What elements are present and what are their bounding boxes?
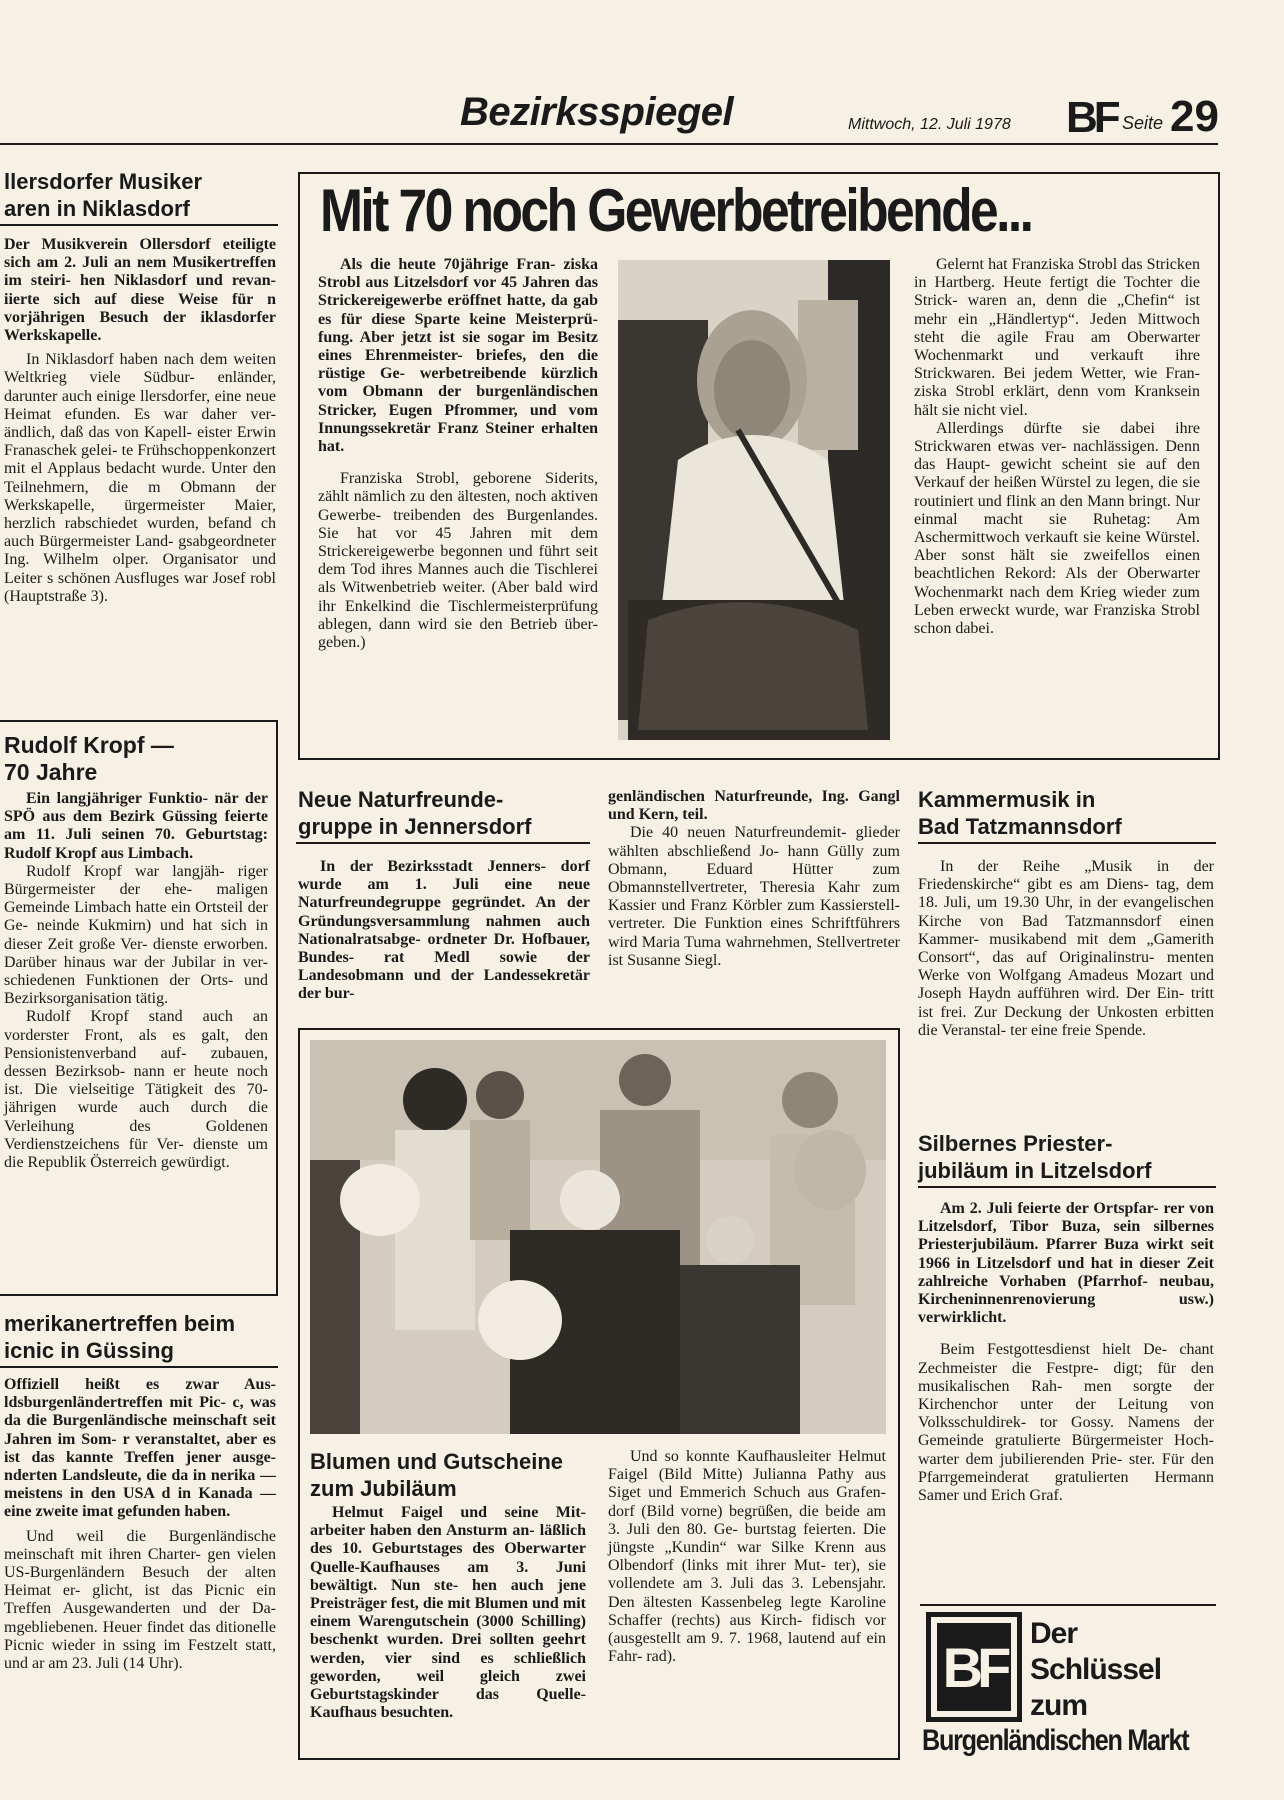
headline-line: merikanertreffen beim	[4, 1311, 236, 1336]
article-lead: Helmut Faigel und seine Mit- arbeiter haben den Ansturm an- läßlich des 10. Geburtstages des Oberwarter Quelle-Kaufhauses am 3. Juni bewältigt. Nun ste- hen auch jene Preisträger fest, die mit Blumen und mit einem Warengutschein (3000 Schilling) beschenkt wurden. Drei sollten geehrt werden, vier sind es schließlich geworden, weil gleich zwei Geburtstagskinder das Quelle-Kaufhaus besuchten.	[310, 1504, 586, 1722]
headline-line: gruppe in Jennersdorf	[298, 814, 532, 839]
article-lead: Ein langjähriger Funktio- när der SPÖ aus dem Bezirk Güssing feierte am 11. Juli seinen 70. Geburtstag: Rudolf Kropf aus Limbach.	[4, 790, 268, 862]
article-kropf	[4, 790, 268, 1172]
photo-blumen	[310, 1040, 886, 1434]
article-body: Allerdings dürfte sie dabei ihre Strickwaren etwas ver- nachlässigen. Denn das Haupt- gewicht scheint sie auf den Verkauf der heißen Würstel zu legen, die sie routiniert und flink an den Mann bringt. Nur einmal macht sie Ruhetag: Am Aschermittwoch verkauft sie keine Würstel. Aber sonst hält sie zweifellos einen beachtlichen Rekord: Als der Oberwarter Wochenmarkt nach dem Krieg wieder zum Leben erweckt wurde, war Franziska Strobl schon dabei.	[914, 419, 1200, 638]
article-lead: Offiziell heißt es zwar Aus- ldsburgenländertreffen mit Pic- c, was da die Burgenländische meinschaft seit Jahren im Som- r veranstaltet, aber es ist das kannte Treffen jener ausge- nderten Landsleute, die da in nerika — meistens in den USA d in Kanada — eine zweite imat gefunden haben.	[4, 1376, 276, 1521]
photo-blumen-image	[310, 1040, 886, 1434]
headline-musiker	[4, 168, 276, 222]
article-body: Franziska Strobl, geborene Siderits, zählt nämlich zu den ältesten, noch aktiven Gewerbe- treibenden des Burgenlandes. Sie hat vor 45 Jahren mit dem Strickereigewerbe begonnen und führt seit dem Tod ihres Mannes auch die Tischlerei als Witwenbetrieb weiter. (Aber bald wird ihr Enkelkind die Tischlermeisterprüfung ablegen, dann wird sie den Betrieb über- geben.)	[318, 470, 598, 652]
headline-line: icnic in Güssing	[4, 1338, 174, 1363]
headline-kropf	[4, 732, 270, 786]
headline-rule	[0, 1366, 278, 1368]
article-picnic	[4, 1376, 276, 1673]
article-body: Und so konnte Kaufhausleiter Helmut Faigel (Bild Mitte) Julianna Pathy aus Siget und Emmerich Schuch aus Grafen- dorf (Bild vorne) begrüßen, die beide am 3. Juli den 80. Ge- burtstag feierten. Die jüngste „Kundin“ war Silke Krenn aus Olbendorf (links mit ihrer Mut- ter), sie vollendete am 3. Juli das 3. Lebensjahr. Den ältesten Kassenbeleg legte Karoline Schaffer (rechts) aus Kirch- fidisch vor (ausgestellt am 9. 7. 1968, lautend auf ein Fahr- rad).	[608, 1448, 886, 1666]
article-lead: Als die heute 70jährige Fran- ziska Strobl aus Litzelsdorf vor 45 Jahren das Strickereigewerbe eröffnet hatte, da gab es für diese Sparte keine Meisterprü- fung. Aber jetzt ist sie sogar im Besitz eines Ehrenmeister- briefes, den die rüstige Ge- werbetreibende kürzlich vom Obmann der burgenländischen Stricker, Eugen Pfrommer, und vom Innungssekretär Franz Steiner erhalten hat.	[318, 256, 598, 456]
headline-kammermusik	[918, 786, 1208, 840]
ad-line: Der	[1030, 1617, 1078, 1650]
article-body: Und weil die Burgenländische meinschaft mit ihren Charter- gen vielen US-Burgenländern Besuch der alten Heimat er- glicht, ist das Picnic ein Treffen Ausgewanderten und der Da- mgebliebenen. Heuer findet das ditionelle Picnic wieder in ssing im Festzelt statt, und ar am 23. Juli (14 Uhr).	[4, 1527, 276, 1673]
photo-strobl-image	[618, 260, 890, 740]
article-kammermusik	[918, 858, 1214, 1040]
article-strobl-col1	[318, 256, 598, 652]
ad-rule	[920, 1604, 1216, 1606]
headline-line: aren in Niklasdorf	[4, 196, 190, 221]
headline-line: Neue Naturfreunde-	[298, 787, 504, 812]
headline-rule	[918, 1186, 1216, 1188]
ad-line: Schlüssel	[1030, 1653, 1162, 1686]
section-title: Bezirksspiegel	[460, 90, 734, 134]
headline-line: Rudolf Kropf —	[4, 732, 174, 758]
article-blumen-col2	[608, 1448, 886, 1666]
headline-line: 70 Jahre	[4, 759, 98, 785]
photo-strobl	[618, 260, 890, 740]
ad-logo: BF	[937, 1623, 1011, 1711]
issue-date: Mittwoch, 12. Juli 1978	[848, 116, 1011, 133]
headline-line: jubiläum in Litzelsdorf	[918, 1158, 1152, 1183]
article-body: In der Reihe „Musik in der Friedenskirche“ gibt es am Diens- tag, dem 18. Juli, um 19.30 Uhr, in der evangelischen Kirche von Bad Tatzmannsdorf einen Kammer- musikabend mit dem „Gamerith Consort“, das auf Originalinstru- menten Werke von Wolfgang Amadeus Mozart und Joseph Haydn aufführen wird. Der Ein- tritt ist frei. Zur Deckung der Unkosten erbitten die Veranstal- ter eine freie Spende.	[918, 858, 1214, 1039]
headline-priester	[918, 1130, 1208, 1184]
headline-strobl: Mit 70 noch Gewerbetreibende...	[320, 177, 1032, 244]
headline-rule	[296, 842, 590, 844]
article-lead: Am 2. Juli feierte der Ortspfar- rer von Litzelsdorf, Tibor Buza, sein silbernes Priesterjubiläum. Pfarrer Buza wirkt seit 1966 in Litzelsdorf und hat in dieser Zeit zahlreiche Vorhaben (Pfarrhof- neubau, Kircheninnenrenovierung usw.) verwirklicht.	[918, 1200, 1214, 1327]
headline-line: zum Jubiläum	[310, 1476, 457, 1501]
ad-line-market: Burgenländischen Markt	[922, 1724, 1189, 1757]
headline-line: Silbernes Priester-	[918, 1131, 1113, 1156]
headline-picnic	[4, 1310, 276, 1364]
headline-line: Bad Tatzmannsdorf	[918, 814, 1122, 839]
article-lead: Der Musikverein Ollersdorf eteiligte sich am 2. Juli an nem Musikertreffen im steiri- hen Niklasdorf und revan- iierte sich auf diese Weise für n vorjährigen Besuch der iklasdorfer Werkskapelle.	[4, 236, 276, 345]
headline-naturfreunde	[298, 786, 588, 840]
article-priester	[918, 1200, 1214, 1505]
bf-logo: BF	[1066, 93, 1117, 142]
headline-blumen	[310, 1448, 600, 1502]
article-body: Rudolf Kropf war langjäh- riger Bürgermeister der ehe- maligen Gemeinde Limbach hatte ein Ortsteil der Ge- neinde Kukmirn) und hat sich in dieser Zeit große Ver- dienste erworben. Darüber hinaus war der Jubilar in ver- schiedenen Funktionen der Orts- und Bezirksorganisation tätig.	[4, 862, 268, 1008]
masthead	[0, 80, 1284, 150]
article-body: Die 40 neuen Naturfreundemit- glieder wählten abschließend Jo- hann Gülly zum Obmann, Eduard Hütter zum Obmannstellvertreter, Theresia Kahr zum Kassier und Franz Körbler zum Kassierstell- vertreter. Die Funktion eines Schriftführers wird Maria Tuma wahrnehmen, Stellvertreter ist Susanne Siegl.	[608, 824, 900, 969]
article-blumen-col1	[310, 1504, 586, 1722]
page-number: 29	[1170, 92, 1219, 141]
article-body: Gelernt hat Franziska Strobl das Stricken in Hartberg. Heute fertigt die Tochter die Strick- waren an, denn die „Chefin“ ist mehr ein „Händlertyp“. Jeden Mittwoch steht die agile Frau am Oberwarter Wochenmarkt und verkauft ihre Strickwaren. Bei jedem Wetter, wie Fran- ziska Strobl erklärt, denn vom Kranksein hält sie nicht viel.	[914, 256, 1200, 419]
page-label: Seite	[1122, 113, 1164, 133]
headline-rule	[918, 842, 1216, 844]
headline-line: llersdorfer Musiker	[4, 169, 203, 194]
article-lead: In der Bezirksstadt Jenners- dorf wurde am 1. Juli eine neue Naturfreundegruppe gegründet. An der Gründungsversammlung nahmen auch Nationalratsabge- ordneter Dr. Hofbauer, Bundes- rat Medl sowie der Landesobmann und der Landessekretär der bur-	[298, 858, 590, 1003]
masthead-rule	[0, 143, 1218, 145]
article-naturfreunde-col2	[608, 788, 900, 970]
headline-line: Kammermusik in	[918, 787, 1096, 812]
article-body: In Niklasdorf haben nach dem weiten Weltkrieg viele Südbur- enländer, darunter auch einige llersdorfer, eine neue Heimat efunden. Es war daher ver- ändlich, daß das von Kapell- eister Erwin Franaschek gelei- te Frühschoppenkonzert mit el Applaus bedacht wurde. Unter den Teilnehmern, die m Obmann der Werkskapelle, ürgermeister Maier, herzlich rabschiedet wurden, befand ch auch Bürgermeister Land- gsabgeordneter Ing. Wilhelm olper. Organisator und Leiter s schönen Ausfluges war Josef robl (Hauptstraße 3).	[4, 351, 276, 605]
article-strobl-col2	[914, 256, 1200, 638]
ad-line: zum	[1030, 1689, 1087, 1722]
ad-logo-frame	[926, 1612, 1022, 1722]
article-lead: genländischen Naturfreunde, Ing. Gangl und Kern, teil.	[608, 788, 900, 824]
headline-line: Blumen und Gutscheine	[310, 1449, 564, 1474]
article-naturfreunde-col1	[298, 858, 590, 1004]
article-body: Rudolf Kropf stand auch an vorderster Front, als es galt, den Pensionistenverband auf- zubauen, dessen Bezirksob- nann er heute noch ist. Die vielseitige Tätigkeit des 70- jährigen wurde auch durch die Verleihung des Goldenen Verdienstzeichens für Ver- dienste um die Republik Österreich gewürdigt.	[4, 1008, 268, 1172]
ad-tagline	[1030, 1616, 1220, 1724]
headline-rule	[0, 224, 278, 226]
article-musiker	[4, 236, 276, 606]
article-body: Beim Festgottesdienst hielt De- chant Zechmeister die Festpre- digt; für den musikalischen Rah- men sorgte der Kirchenchor unter der Leitung von Volksschuldirek- tor Gossy. Namens der Gemeinde gratulierte Bürgermeister Hoch- warter dem jubilierenden Prie- ster. Für den Pfarrgemeinderat gratulierten Hermann Samer und Erich Graf.	[918, 1341, 1214, 1505]
